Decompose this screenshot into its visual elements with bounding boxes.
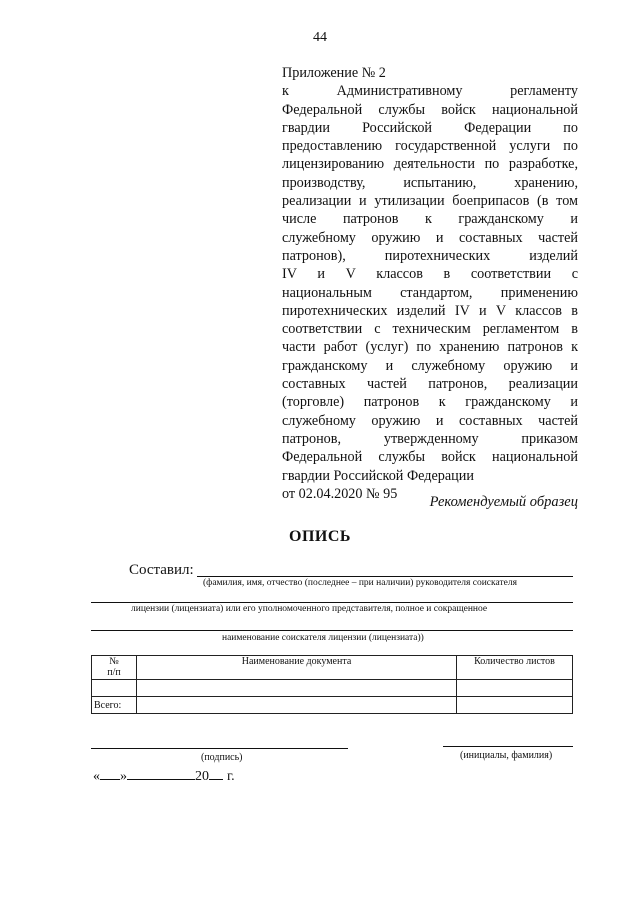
appendix-line: части работ (услуг) по хранению патронов к xyxy=(282,339,578,356)
column-header-sheets: Количество листов xyxy=(457,656,573,680)
composer-caption-1: (фамилия, имя, отчество (последнее – при наличии) руководителя соискателя xyxy=(203,578,517,588)
inventory-table xyxy=(91,655,573,714)
appendix-line: составных частей патронов, реализации xyxy=(282,376,578,393)
recommended-sample-label: Рекомендуемый образец xyxy=(429,494,578,510)
appendix-line: производству, испытанию, хранению, xyxy=(282,174,578,191)
appendix-line: к Административному регламенту xyxy=(282,83,578,100)
signature-caption: (подпись) xyxy=(201,752,243,763)
appendix-line: патронов, утвержденному приказом xyxy=(282,430,578,447)
composed-label: Составил: xyxy=(129,562,194,578)
composer-org-name-line[interactable] xyxy=(91,630,573,631)
date-year-blank[interactable] xyxy=(209,766,223,780)
table-cell[interactable] xyxy=(92,680,137,697)
table-cell[interactable] xyxy=(137,697,457,714)
date-field: « » 20 г. xyxy=(93,766,235,785)
appendix-line: гвардии Российской Федерации по xyxy=(282,119,578,136)
table-header-row xyxy=(92,656,573,680)
appendix-header xyxy=(282,64,578,503)
appendix-line: гражданскому и служебному оружию и xyxy=(282,357,578,374)
table-total-row xyxy=(92,697,573,714)
document-title: ОПИСЬ xyxy=(289,528,351,545)
composer-org-line[interactable] xyxy=(91,602,573,603)
appendix-line: гвардии Российской Федерации xyxy=(282,467,474,484)
appendix-line: IV и V классов в соответствии с xyxy=(282,266,578,283)
date-month-blank[interactable] xyxy=(127,766,195,780)
appendix-line: патронов), пиротехнических изделий xyxy=(282,247,578,264)
appendix-line: от 02.04.2020 № 95 xyxy=(282,485,398,502)
appendix-line: Приложение № 2 xyxy=(282,65,386,81)
appendix-line: Федеральной службы войск национальной xyxy=(282,101,578,118)
total-label: Всего: xyxy=(92,697,137,714)
appendix-line: предоставлению государственной услуги по xyxy=(282,138,578,155)
appendix-line: реализации и утилизации боеприпасов (в том xyxy=(282,193,578,210)
initials-caption: (инициалы, фамилия) xyxy=(460,750,553,761)
appendix-line: национальным стандартом, применению xyxy=(282,284,578,301)
composer-caption-3: наименование соискателя лицензии (лицензиата)) xyxy=(222,633,424,643)
table-cell[interactable] xyxy=(457,697,573,714)
appendix-line: (торговле) патронов к гражданскому и xyxy=(282,394,578,411)
appendix-line: служебному оружию и составных частей xyxy=(282,412,578,429)
table-cell[interactable] xyxy=(457,680,573,697)
table-row xyxy=(92,680,573,697)
page-number: 44 xyxy=(313,30,327,45)
column-header-number: № п/п xyxy=(92,656,137,680)
signature-line[interactable] xyxy=(91,748,348,749)
appendix-line: Федеральной службы войск национальной xyxy=(282,449,578,466)
appendix-line: лицензированию деятельности по разработке, xyxy=(282,156,578,173)
composer-name-line[interactable] xyxy=(197,576,573,577)
column-header-document-name: Наименование документа xyxy=(137,656,457,680)
date-day-blank[interactable] xyxy=(100,766,120,780)
appendix-line: числе патронов к гражданскому и xyxy=(282,211,578,228)
appendix-line: служебному оружию и составных частей xyxy=(282,229,578,246)
composer-caption-2: лицензии (лицензиата) или его уполномоченного представителя, полное и сокращенное xyxy=(131,604,488,614)
appendix-line: соответствии с техническим регламентом в xyxy=(282,321,578,338)
table-cell[interactable] xyxy=(137,680,457,697)
appendix-line: пиротехнических изделий IV и V классов в xyxy=(282,302,578,319)
initials-line[interactable] xyxy=(443,746,573,747)
